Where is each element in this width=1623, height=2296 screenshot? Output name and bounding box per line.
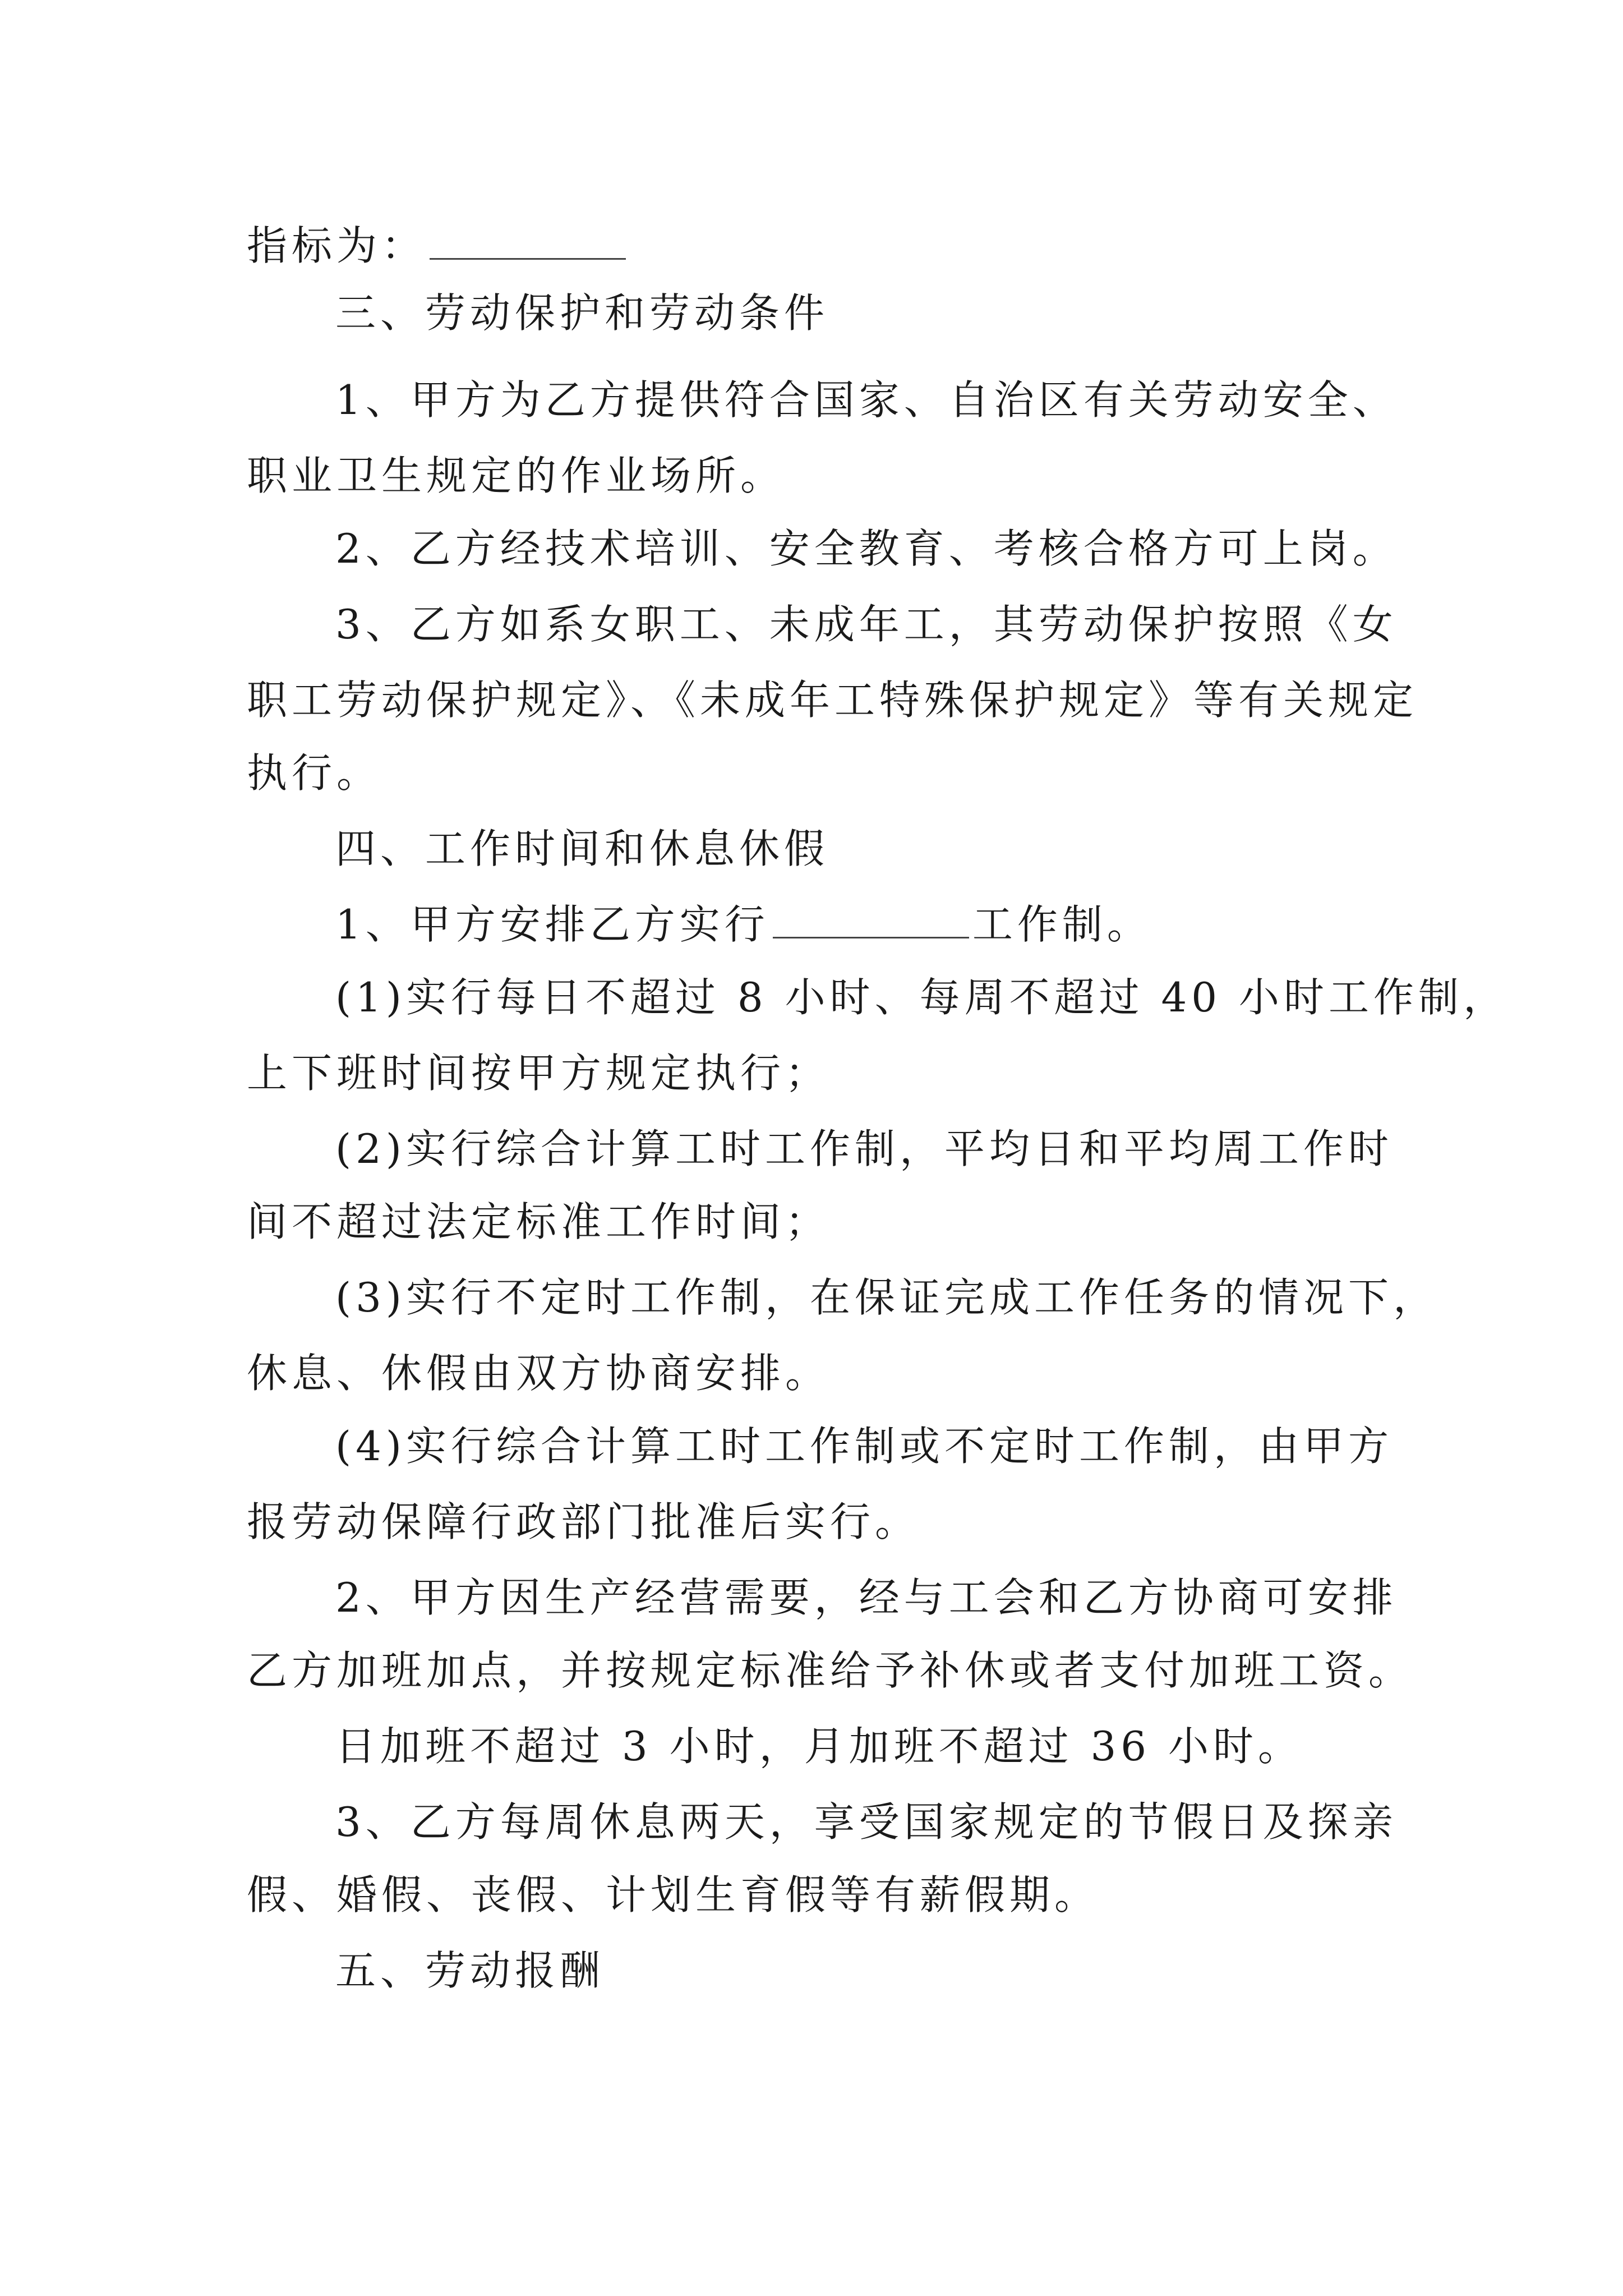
text-line-indicator — [247, 219, 629, 273]
paragraph-line: 职工劳动保护规定》、《未成年工特殊保护规定》等有关规定 — [247, 677, 1418, 724]
paragraph-line: 1、甲方为乙方提供符合国家、自治区有关劳动安全、 — [335, 376, 1398, 424]
paragraph-line: 假、婚假、丧假、计划生育假等有薪假期。 — [247, 1871, 1100, 1918]
paragraph-line: 间不超过法定标准工作时间； — [247, 1198, 831, 1245]
work-system-prefix: 1、甲方安排乙方实行 — [335, 901, 769, 948]
indicator-label: 指标为： — [247, 222, 427, 269]
paragraph-line: (3)实行不定时工作制，在保证完成工作任务的情况下， — [335, 1274, 1438, 1321]
paragraph-line: (2)实行综合计算工时工作制，平均日和平均周工作时 — [335, 1125, 1393, 1172]
paragraph-line: 日加班不超过 3 小时，月加班不超过 36 小时。 — [335, 1723, 1303, 1770]
paragraph-line: 2、甲方因生产经营需要，经与工会和乙方协商可安排 — [335, 1574, 1398, 1621]
section-heading-labor-protection: 三、劳动保护和劳动条件 — [335, 289, 829, 337]
paragraph-line: 3、乙方每周休息两天，享受国家规定的节假日及探亲 — [335, 1798, 1398, 1846]
paragraph-line: (1)实行每日不超过 8 小时、每周不超过 40 小时工作制， — [335, 974, 1508, 1021]
paragraph-line: 休息、休假由双方协商安排。 — [247, 1350, 831, 1397]
paragraph-line: 职业卫生规定的作业场所。 — [247, 452, 786, 499]
section-heading-work-time: 四、工作时间和休息休假 — [335, 825, 829, 872]
work-system-blank-field — [773, 898, 969, 938]
section-heading-remuneration: 五、劳动报酬 — [335, 1947, 605, 1994]
paragraph-line: 执行。 — [247, 749, 382, 797]
indicator-blank-field — [430, 219, 626, 260]
paragraph-line: 报劳动保障行政部门批准后实行。 — [247, 1498, 920, 1545]
work-system-suffix: 工作制。 — [972, 901, 1152, 948]
paragraph-line: 2、乙方经技术培训、安全教育、考核合格方可上岗。 — [335, 525, 1398, 572]
paragraph-line: 乙方加班加点，并按规定标准给予补休或者支付加班工资。 — [247, 1647, 1414, 1694]
paragraph-line: 上下班时间按甲方规定执行； — [247, 1050, 831, 1097]
paragraph-line: 3、乙方如系女职工、未成年工，其劳动保护按照《女 — [335, 601, 1398, 648]
paragraph-line: (4)实行综合计算工时工作制或不定时工作制，由甲方 — [335, 1423, 1393, 1470]
text-line-work-system — [335, 898, 1152, 951]
